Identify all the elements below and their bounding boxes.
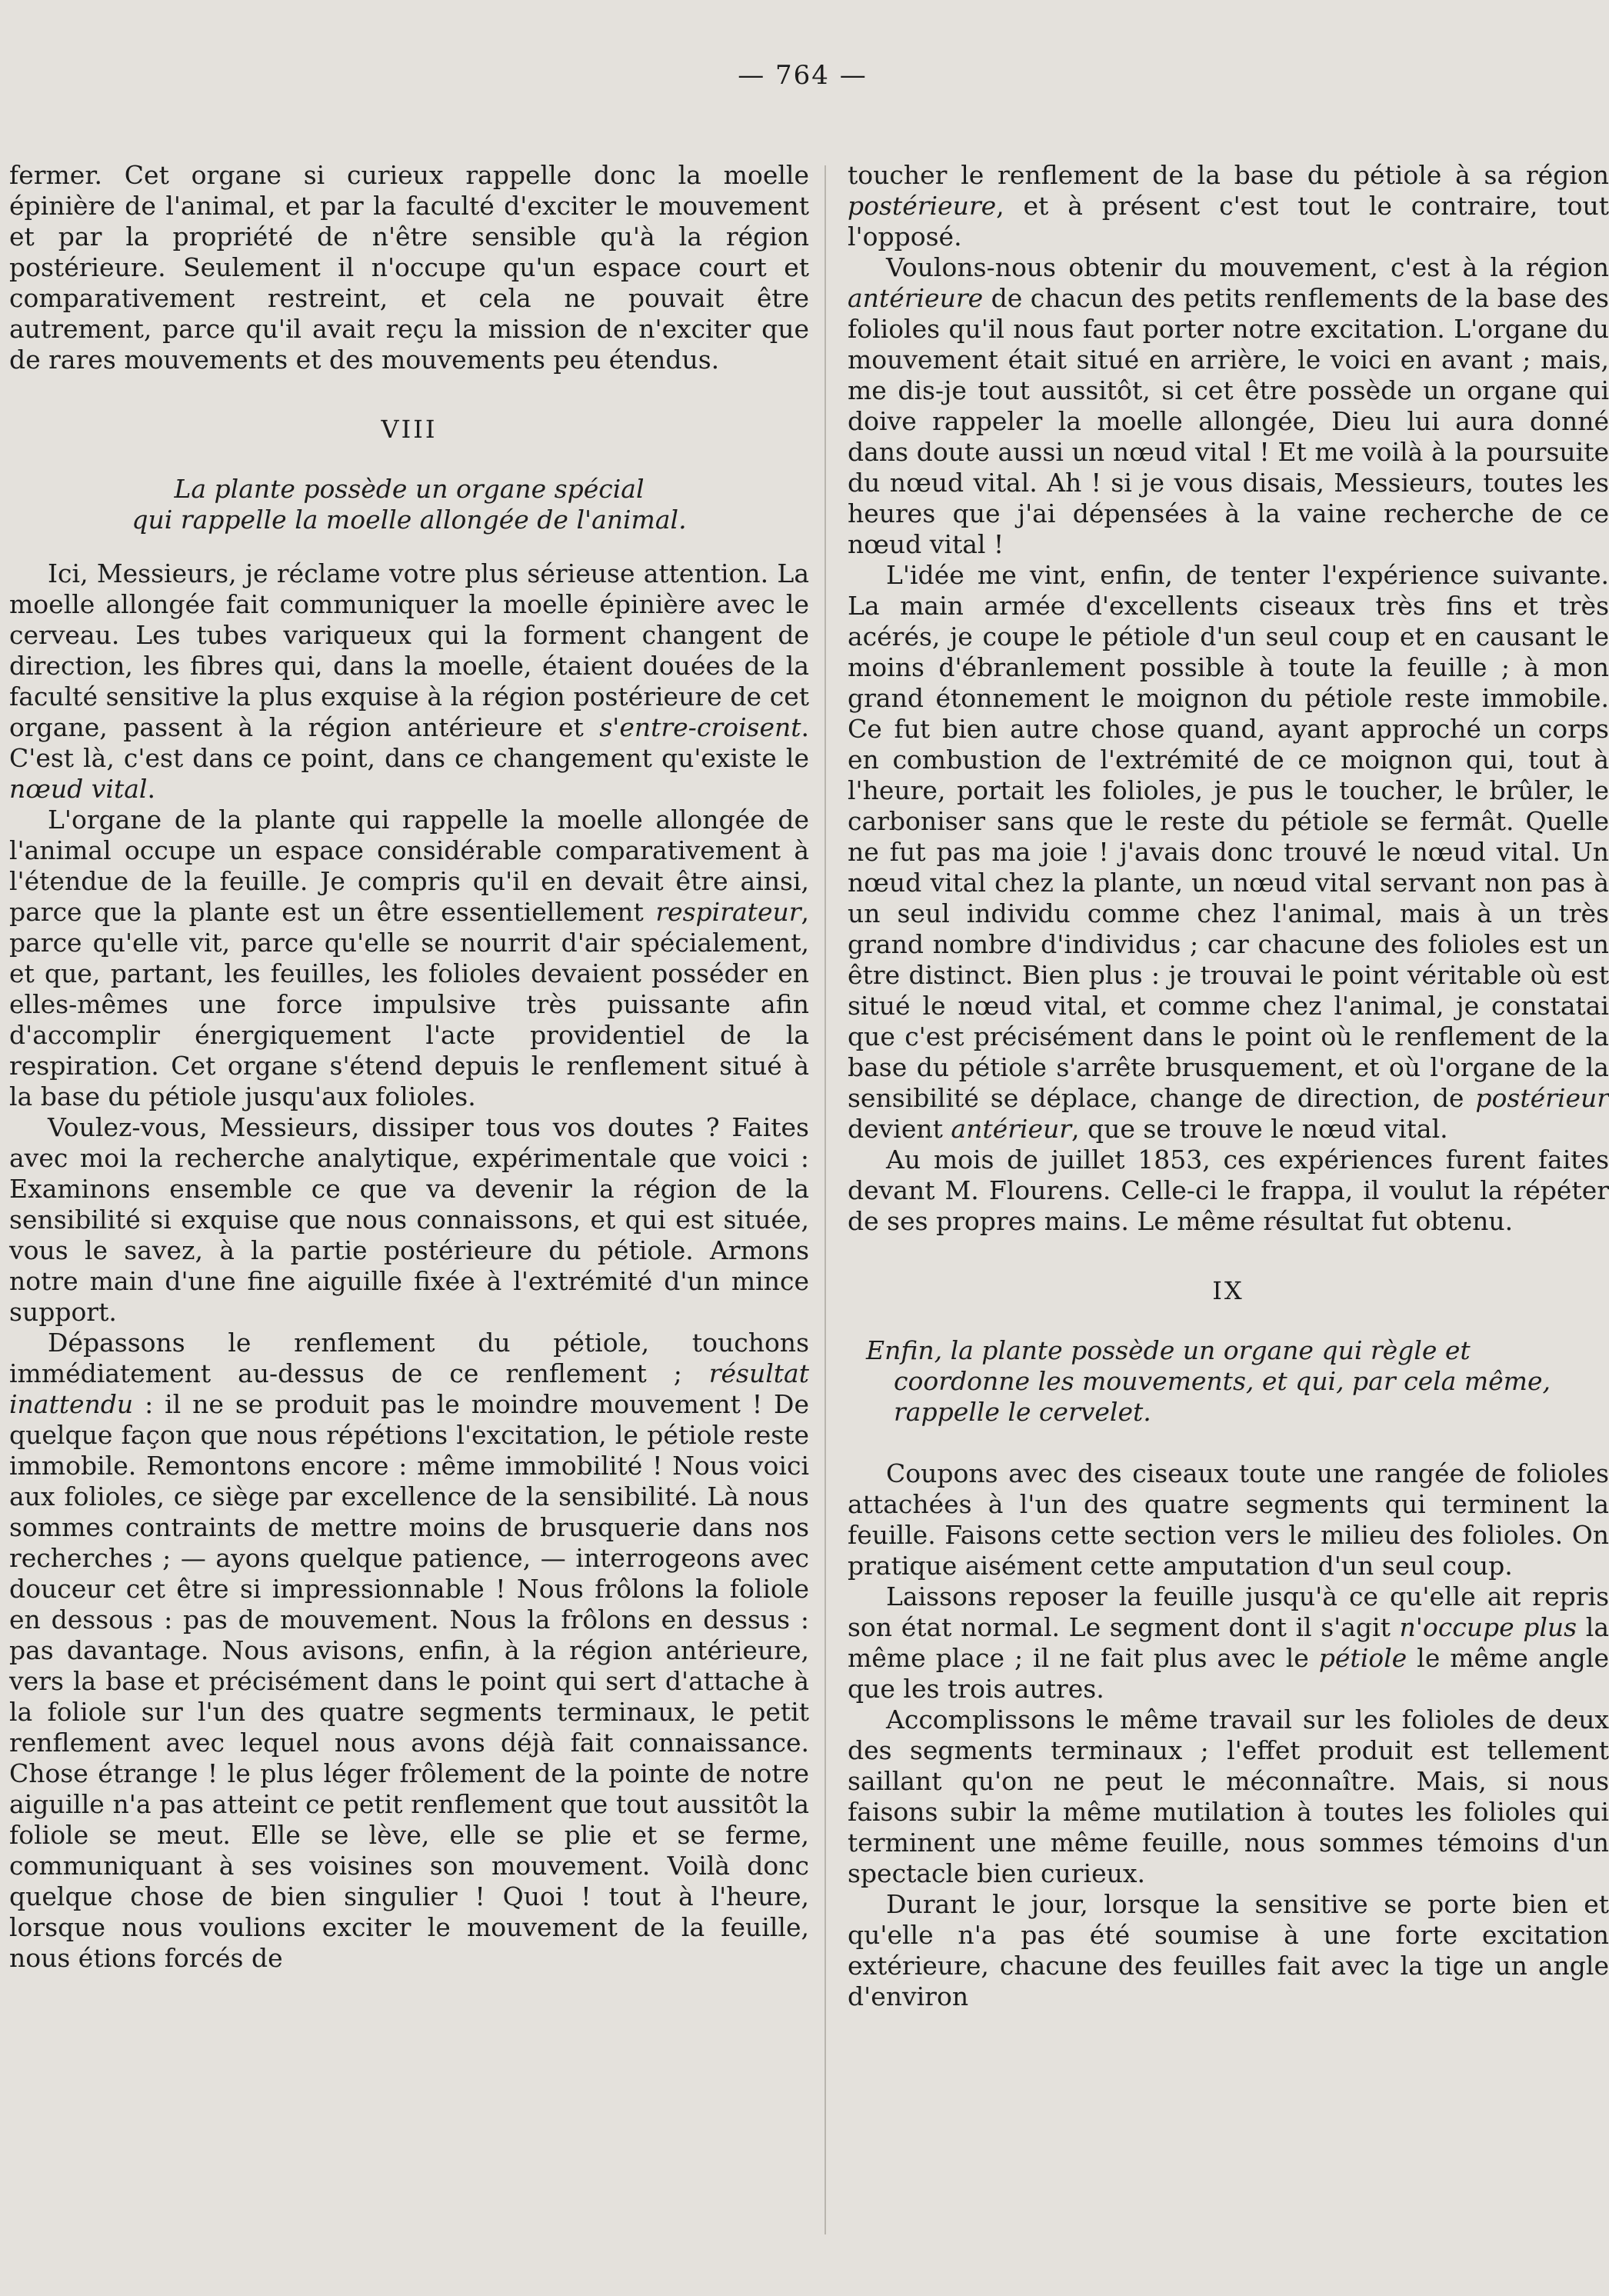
section-title bbox=[9, 474, 809, 535]
emphasis: pétiole bbox=[1318, 1643, 1407, 1673]
text: : il ne se produit pas le moindre mouvement ! De quelque façon que nous répétions l'excitation, le pétiole reste immobile. Remontons encore : même immobilité ! Nous voici aux folioles, ce siège par excellence de la sensibilité. Là nous sommes contraints de mettre moins de brusquerie dans nos recherches ; — ayons quelque patience, — interrogeons avec douceur cet être si impressionnable ! Nous frôlons la foliole en dessous : pas de mouvement. Nous la frôlons en dessus : pas davantage. Nous avisons, enfin, à la région antérieure, vers la base et précisément dans le point qui sert d'attache à la foliole sur l'un des quatre segments terminaux, le petit renflement avec lequel nous avons déjà fait connaissance. Chose étrange ! le plus léger frôlement de la pointe de notre aiguille n'a pas atteint ce petit renflement que tout aussitôt la foliole se meut. Elle se lève, elle se plie et se ferme, communiquant à ses voisines son mouvement. Voilà donc quelque chose de bien singulier ! Quoi ! tout à l'heure, lorsque nous voulions exciter le mouvement de la feuille, nous étions forcés de bbox=[9, 1389, 809, 1973]
text: de chacun des petits renflements de la base des folioles qu'il nous faut porter notre excitation. L'organe du mouvement était situé en arrière, le voici en avant ; mais, me dis-je tout aussitôt, si cet être possède un organe qui doive rappeler la moelle allongée, Dieu lui aura donné dans doute aussi un nœud vital ! Et me voilà à la poursuite du nœud vital. Ah ! si je vous disais, Messieurs, toutes les heures que j'ai dépensées à la vaine recherche de ce nœud vital ! bbox=[848, 283, 1609, 559]
paragraph: Au mois de juillet 1853, ces expériences furent faites devant M. Flourens. Celle-ci le frappa, il voulut la répéter de ses propres mains. Le même résultat fut obtenu. bbox=[848, 1145, 1609, 1236]
paragraph bbox=[9, 805, 809, 1112]
section-number: VIII bbox=[381, 415, 438, 444]
emphasis: antérieure bbox=[848, 283, 984, 313]
paragraph: Coupons avec des ciseaux toute une rangée de folioles attachées à l'un des quatre segments qui terminent la feuille. Faisons cette section vers le milieu des folioles. On pratique aisément cette amputation d'un seul coup. bbox=[848, 1458, 1609, 1581]
text: la même place ; il ne fait plus avec le bbox=[848, 1612, 1609, 1673]
text: , et à présent c'est tout le contraire, tout l'opposé. bbox=[848, 191, 1609, 252]
text: Voulons-nous obtenir du mouvement, c'est à la région bbox=[886, 252, 1609, 282]
paragraph bbox=[848, 160, 1609, 252]
emphasis: résultat inattendu bbox=[9, 1358, 809, 1419]
section-title: Enfin, la plante possède un organe qui règle et coordonne les mouvements, et qui, par cela même, rappelle le cervelet. bbox=[866, 1335, 1551, 1427]
paragraph bbox=[848, 1581, 1609, 1705]
text: toucher le renflement de la base du pétiole à sa région bbox=[848, 160, 1609, 190]
emphasis: postérieure bbox=[848, 191, 997, 221]
text: L'organe de la plante qui rappelle la moelle allongée de l'animal occupe un espace considérable comparativement à l'étendue de la feuille. Je compris qu'il en devait être ainsi, parce que la plante est un être essentiellement bbox=[9, 805, 809, 927]
text: Dépassons le renflement du pétiole, touchons immédiatement au-dessus de ce renflement ; bbox=[9, 1328, 809, 1388]
paragraph: Durant le jour, lorsque la sensitive se porte bien et qu'elle n'a pas été soumise à une forte excitation extérieure, chacune des feuilles fait avec la tige un angle d'environ bbox=[848, 1889, 1609, 2011]
text: Ici, Messieurs, je réclame votre plus sérieuse attention. La moelle allongée fait communiquer la moelle épinière avec le cerveau. Les tubes variqueux qui la forment changent de direction, les fibres qui, dans la moelle, étaient douées de la faculté sensitive la plus exquise à la région postérieure de cet organe, passent à la région antérieure et bbox=[9, 558, 809, 742]
text: devient bbox=[848, 1114, 951, 1144]
section-number: IX bbox=[1212, 1276, 1244, 1305]
text: , parce qu'elle vit, parce qu'elle se nourrit d'air spécialement, et que, partant, les feuilles, les folioles devaient posséder en elles-mêmes une force impulsive très puissante afin d'accomplir énergiquement l'acte providentiel de la respiration. Cet organe s'étend depuis le renflement situé à la base du pétiole jusqu'aux folioles. bbox=[9, 897, 809, 1111]
section-title-line: qui rappelle la moelle allongée de l'animal. bbox=[132, 505, 687, 535]
paragraph bbox=[848, 252, 1609, 560]
page-number: — 764 — bbox=[738, 60, 868, 91]
paragraph: Accomplissons le même travail sur les folioles de deux des segments terminaux ; l'effet produit est tellement saillant qu'on ne peut le méconnaître. Mais, si nous faisons subir la même mutilation à toutes les folioles qui terminent une même feuille, nous sommes témoins d'un spectacle bien curieux. bbox=[848, 1705, 1609, 1888]
text: . bbox=[147, 774, 155, 804]
emphasis: antérieur bbox=[951, 1114, 1071, 1144]
paragraph bbox=[848, 560, 1609, 1145]
right-column bbox=[848, 160, 1609, 2012]
paragraph: Voulez-vous, Messieurs, dissiper tous vos doutes ? Faites avec moi la recherche analytique, expérimentale que voici : Examinons ensemble ce que va devenir la région de la sensibilité si exquise que nous connaissons, et qui est située, vous le savez, à la partie postérieure du pétiole. Armons notre main d'une fine aiguille fixée à l'extrémité d'un mince support. bbox=[9, 1112, 809, 1327]
paragraph bbox=[9, 1328, 809, 1974]
emphasis: postérieur bbox=[1475, 1083, 1609, 1113]
emphasis: nœud vital bbox=[9, 774, 148, 804]
paragraph bbox=[9, 558, 809, 805]
text: Laissons reposer la feuille jusqu'à ce qu'elle ait repris son état normal. Le segment dont il s'agit bbox=[848, 1581, 1609, 1642]
emphasis: s'entre-croisent bbox=[599, 712, 801, 742]
left-column bbox=[9, 160, 809, 1974]
section-title-line: La plante possède un organe spécial bbox=[174, 474, 645, 504]
emphasis: n'occupe plus bbox=[1399, 1612, 1577, 1642]
text: L'idée me vint, enfin, de tenter l'expérience suivante. La main armée d'excellents ciseaux très fins et très acérés, je coupe le pétiole d'un seul coup et en causant le moins d'ébranlement possible à toute la feuille ; à mon grand étonnement le moignon du pétiole reste immobile. Ce fut bien autre chose quand, ayant approché un corps en combustion de l'extrémité de ce moignon qui, tout à l'heure, portait les folioles, je pus le toucher, le brûler, le carboniser sans que le reste du pétiole se fermât. Quelle ne fut pas ma joie ! j'avais donc trouvé le nœud vital. Un nœud vital chez la plante, un nœud vital servant non pas à un seul individu comme chez l'animal, mais à un très grand nombre d'individus ; car chacune des folioles est un être distinct. Bien plus : je trouvai le point véritable où est situé le nœud vital, et comme chez l'animal, je constatai que c'est précisément dans le point où le renflement de la base du pétiole s'arrête brusquement, et où l'organe de la sensibilité se déplace, change de direction, de bbox=[848, 560, 1609, 1113]
text: le même angle que les trois autres. bbox=[848, 1643, 1609, 1704]
text: , que se trouve le nœud vital. bbox=[1071, 1114, 1448, 1144]
paragraph: fermer. Cet organe si curieux rappelle donc la moelle épinière de l'animal, et par la faculté d'exciter le mouvement et par la propriété de n'être sensible qu'à la région postérieure. Seulement il n'occupe qu'un espace court et comparativement restreint, et cela ne pouvait être autrement, parce qu'il avait reçu la mission de n'exciter que de rares mouvements et des mouvements peu étendus. bbox=[9, 160, 809, 375]
emphasis: respirateur bbox=[655, 897, 801, 927]
text: . C'est là, c'est dans ce point, dans ce changement qu'existe le bbox=[9, 712, 809, 773]
column-divider bbox=[824, 165, 826, 2234]
